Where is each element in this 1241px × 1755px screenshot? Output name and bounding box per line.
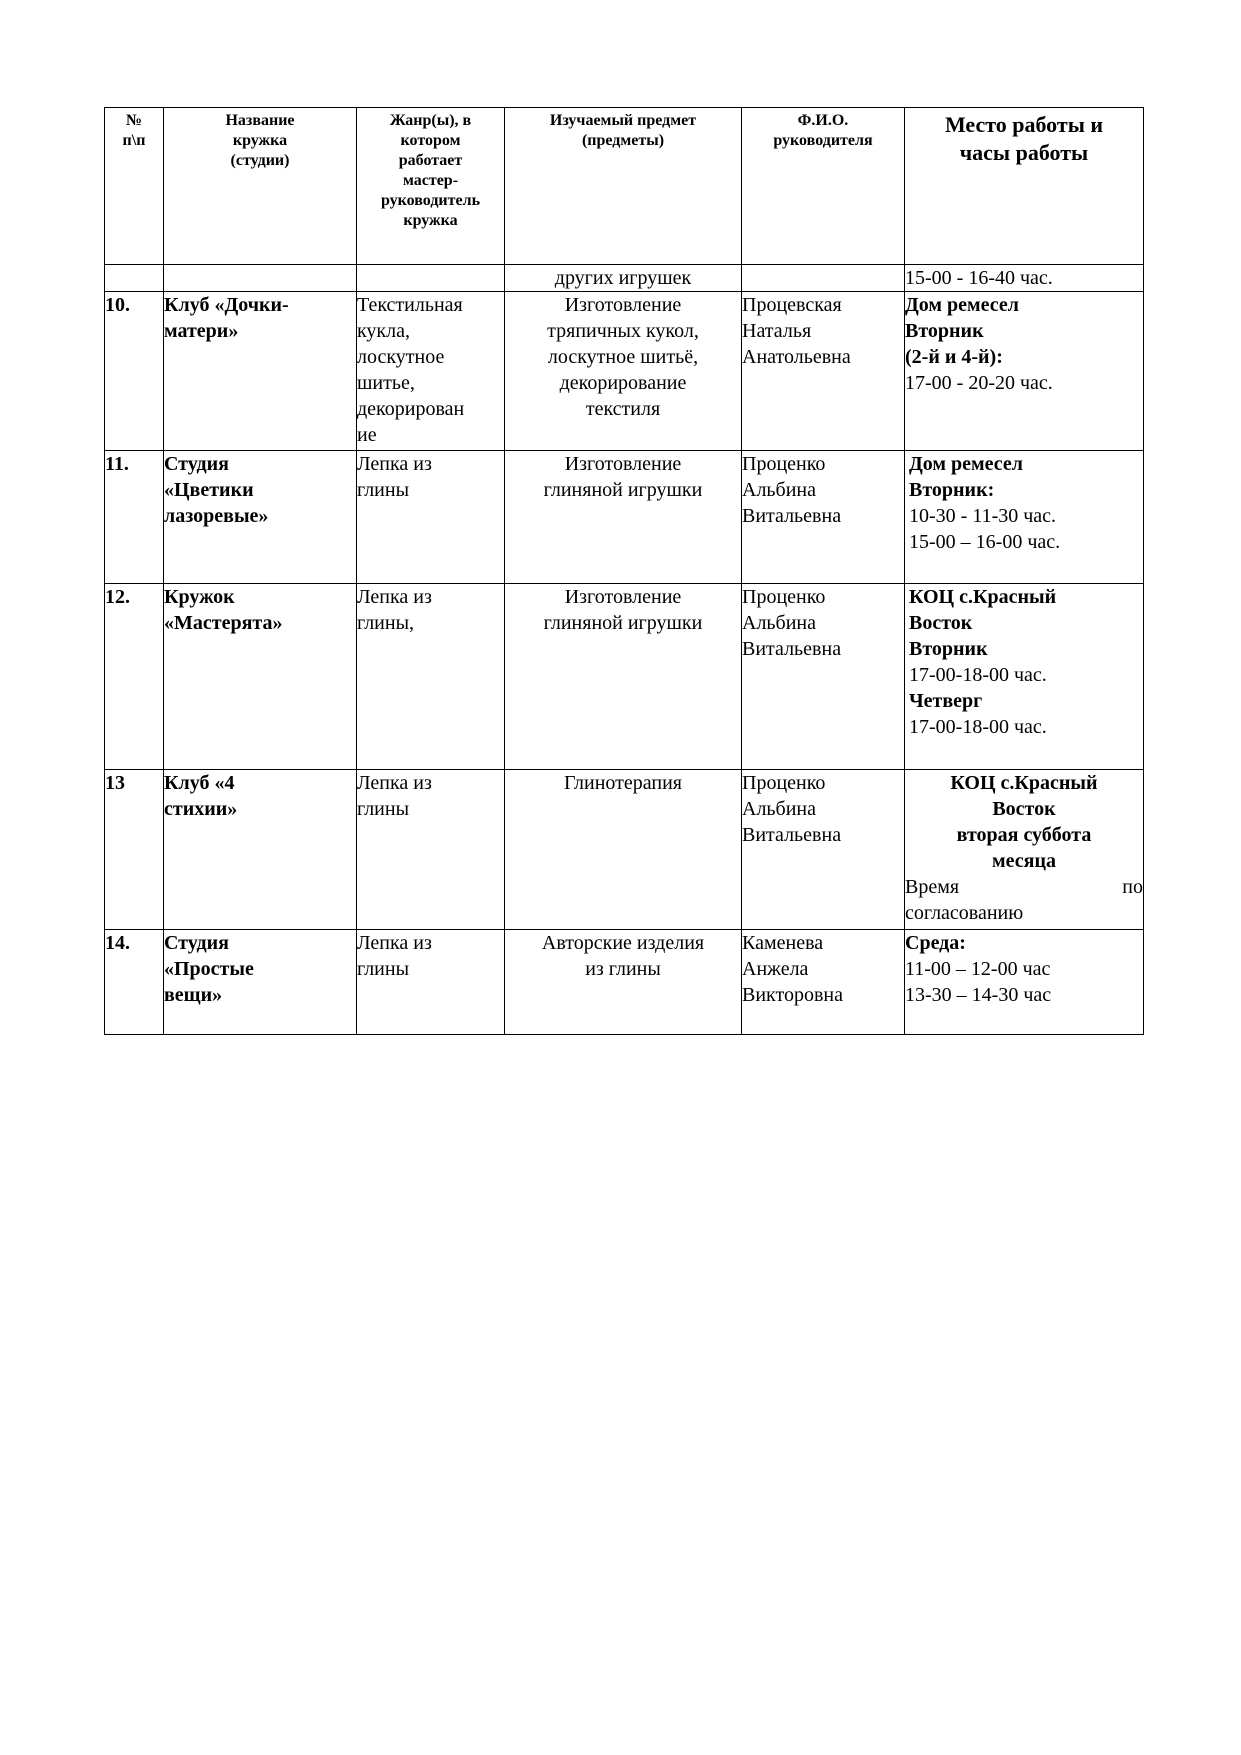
club-subject: Авторские изделия из глины xyxy=(505,930,742,1035)
club-name: Кружок «Мастерята» xyxy=(164,584,357,770)
header-place: Место работы и часы работы xyxy=(905,108,1144,265)
table-row xyxy=(105,451,1144,584)
continuation-place: 15-00 - 16-40 час. xyxy=(905,265,1144,292)
club-subject: Изготовление тряпичных кукол, лоскутное шитьё, декорирование текстиля xyxy=(505,292,742,451)
club-genre: Лепка из глины xyxy=(357,770,505,930)
club-place: КОЦ с.Красный Восток вторая суббота месяца Время по согласованию xyxy=(905,770,1144,930)
table-row xyxy=(105,930,1144,1035)
club-leader: Процевская Наталья Анатольевна xyxy=(742,292,905,451)
row-number: 14. xyxy=(105,930,164,1035)
table-row xyxy=(105,770,1144,930)
row-number: 11. xyxy=(105,451,164,584)
club-leader: Каменева Анжела Викторовна xyxy=(742,930,905,1035)
club-genre: Лепка из глины xyxy=(357,451,505,584)
continuation-row xyxy=(105,265,1144,292)
row-number: 10. xyxy=(105,292,164,451)
club-genre: Лепка из глины xyxy=(357,930,505,1035)
club-subject: Глинотерапия xyxy=(505,770,742,930)
club-place: Дом ремесел Вторник (2-й и 4-й): 17-00 - 20-20 час. xyxy=(905,292,1144,451)
header-num: № п\п xyxy=(105,108,164,265)
club-name: Студия «Цветики лазоревые» xyxy=(164,451,357,584)
club-subject: Изготовление глиняной игрушки xyxy=(505,584,742,770)
club-leader: Проценко Альбина Витальевна xyxy=(742,770,905,930)
header-subject: Изучаемый предмет (предметы) xyxy=(505,108,742,265)
club-name: Студия «Простые вещи» xyxy=(164,930,357,1035)
row-number: 13 xyxy=(105,770,164,930)
continuation-subject: других игрушек xyxy=(505,265,742,292)
club-place: Дом ремесел Вторник: 10-30 - 11-30 час. 15-00 – 16-00 час. xyxy=(905,451,1144,584)
header-genre: Жанр(ы), в котором работает мастер- руководитель кружка xyxy=(357,108,505,265)
club-leader: Проценко Альбина Витальевна xyxy=(742,451,905,584)
club-genre: Текстильная кукла, лоскутное шитье, декорирован ие xyxy=(357,292,505,451)
clubs-schedule-table xyxy=(104,107,1144,1035)
club-place: КОЦ с.Красный Восток Вторник 17-00-18-00 час. Четверг 17-00-18-00 час. xyxy=(905,584,1144,770)
club-name: Клуб «Дочки- матери» xyxy=(164,292,357,451)
table-row xyxy=(105,584,1144,770)
header-leader: Ф.И.О. руководителя xyxy=(742,108,905,265)
club-leader: Проценко Альбина Витальевна xyxy=(742,584,905,770)
table-row xyxy=(105,292,1144,451)
club-name: Клуб «4 стихии» xyxy=(164,770,357,930)
club-place: Среда: 11-00 – 12-00 час 13-30 – 14-30 час xyxy=(905,930,1144,1035)
header-row xyxy=(105,108,1144,265)
row-number: 12. xyxy=(105,584,164,770)
club-genre: Лепка из глины, xyxy=(357,584,505,770)
header-name: Название кружка (студии) xyxy=(164,108,357,265)
club-subject: Изготовление глиняной игрушки xyxy=(505,451,742,584)
